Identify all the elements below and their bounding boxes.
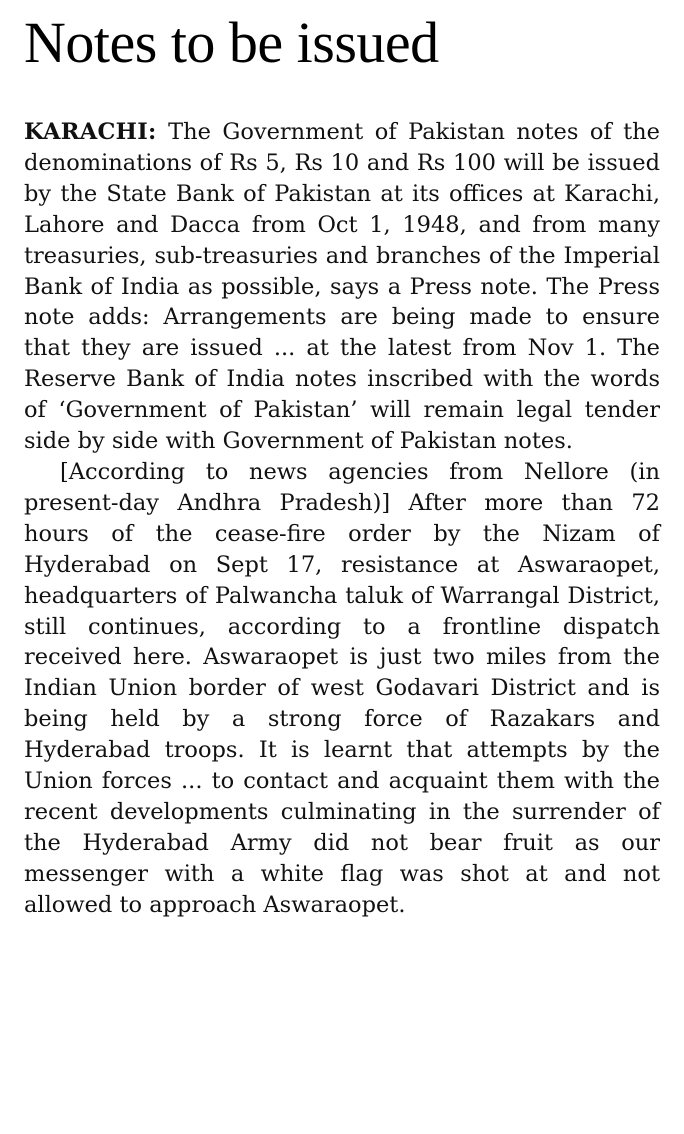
headline: Notes to be issued	[24, 10, 439, 75]
paragraph-aswaraopet: [According to news agencies from Nellore (in present-day Andhra Pradesh)] After more than 72 hours of the cease-fire order by the Nizam of Hyderabad on Sept 17, resistance at Aswaraopet, headquarters of Palwancha taluk of Warrangal District, still continues, according to a frontline dispatch received here. Aswaraopet is just two miles from the Indian Union border of west Godavari District and is being held by a strong force of Razakars and Hyderabad troops. It is learnt that attempts by the Union forces ... to contact and acquaint them with the recent developments culminating in the surrender of the Hyderabad Army did not bear fruit as our messenger with a white flag was shot at and not allowed to approach Aswaraopet.	[24, 458, 660, 918]
paragraph-karachi-notes	[24, 117, 660, 457]
paragraph-1-text: The Government of Pakistan notes of the denominations of Rs 5, Rs 10 and Rs 100 will be issued by the State Bank of Pakistan at its offices at Karachi, Lahore and Dacca from Oct 1, 1948, and from many treasuries, sub-treasuries and branches of the Imperial Bank of India as possible, says a Press note. The Press note adds: Arrangements are being made to ensure that they are issued ... at the latest from Nov 1. The Reserve Bank of India notes inscribed with the words of ‘Government of Pakistan’ will remain legal tender side by side with Government of Pakistan notes.	[24, 119, 660, 455]
dateline: KARACHI:	[24, 119, 157, 145]
article-body	[24, 117, 660, 921]
news-article	[24, 10, 660, 921]
